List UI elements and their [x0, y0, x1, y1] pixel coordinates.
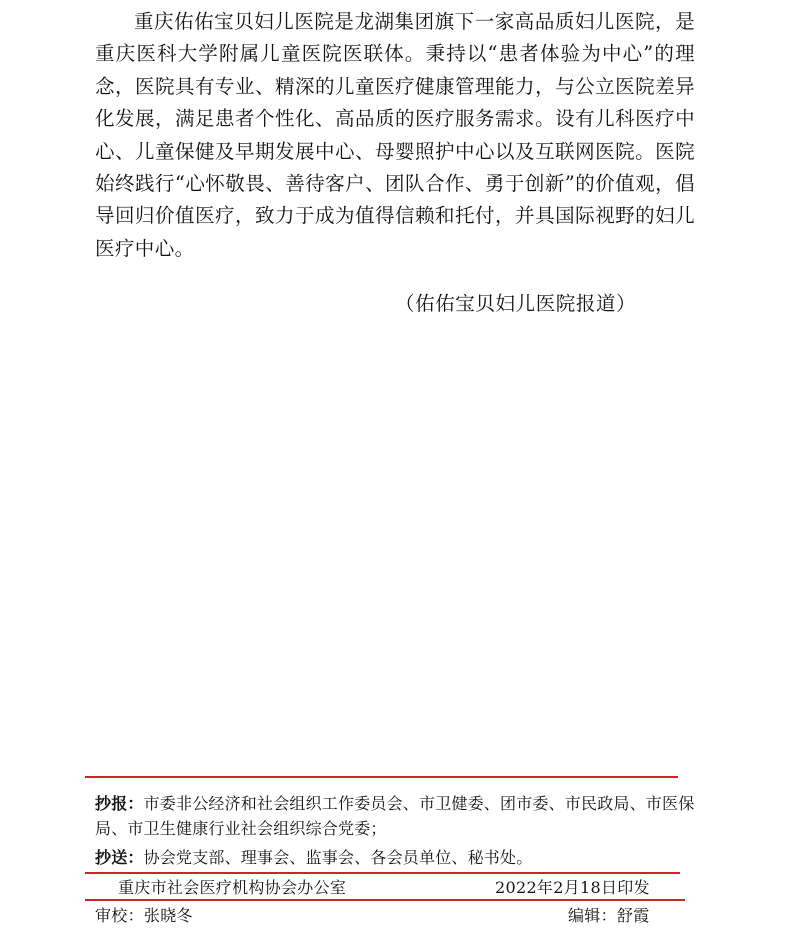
issuer-office: 重庆市社会医疗机构协会办公室	[118, 878, 347, 897]
article-paragraph: 重庆佑佑宝贝妇儿医院是龙湖集团旗下一家高品质妇儿医院，是重庆医科大学附属儿童医院医联体。秉持以“患者体验为中心”的理念，医院具有专业、精深的儿童医疗健康管理能力，与公立医院差异化发展，满足患者个性化、高品质的医疗服务需求。设有儿科医疗中心、儿童保健及早期发展中心、母婴照护中心以及互联网医院。医院始终践行“心怀敬畏、善待客户、团队合作、勇于创新”的价值观，倡导回归价值医疗，致力于成为值得信赖和托付，并具国际视野的妇儿医疗中心。	[95, 10, 695, 260]
editor: 编辑：舒霞	[568, 906, 650, 925]
report-to	[95, 792, 695, 841]
copy-to-recipients: 协会党支部、理事会、监事会、各会员单位、秘书处。	[143, 848, 533, 867]
article-source: （佑佑宝贝妇儿医院报道）	[395, 292, 637, 315]
divider-top	[85, 776, 678, 778]
copy-to	[95, 846, 695, 871]
copy-to-label: 抄送：	[95, 848, 144, 867]
report-to-recipients: 市委非公经济和社会组织工作委员会、市卫健委、团市委、市民政局、市医保局、市卫生健康行业社会组织综合党委；	[95, 794, 695, 838]
report-to-label: 抄报：	[95, 794, 144, 813]
divider-bottom	[85, 899, 685, 901]
divider-middle	[85, 872, 680, 874]
reviewer: 审校：张晓冬	[95, 906, 193, 925]
print-date: 2022年2月18日印发	[495, 878, 650, 897]
